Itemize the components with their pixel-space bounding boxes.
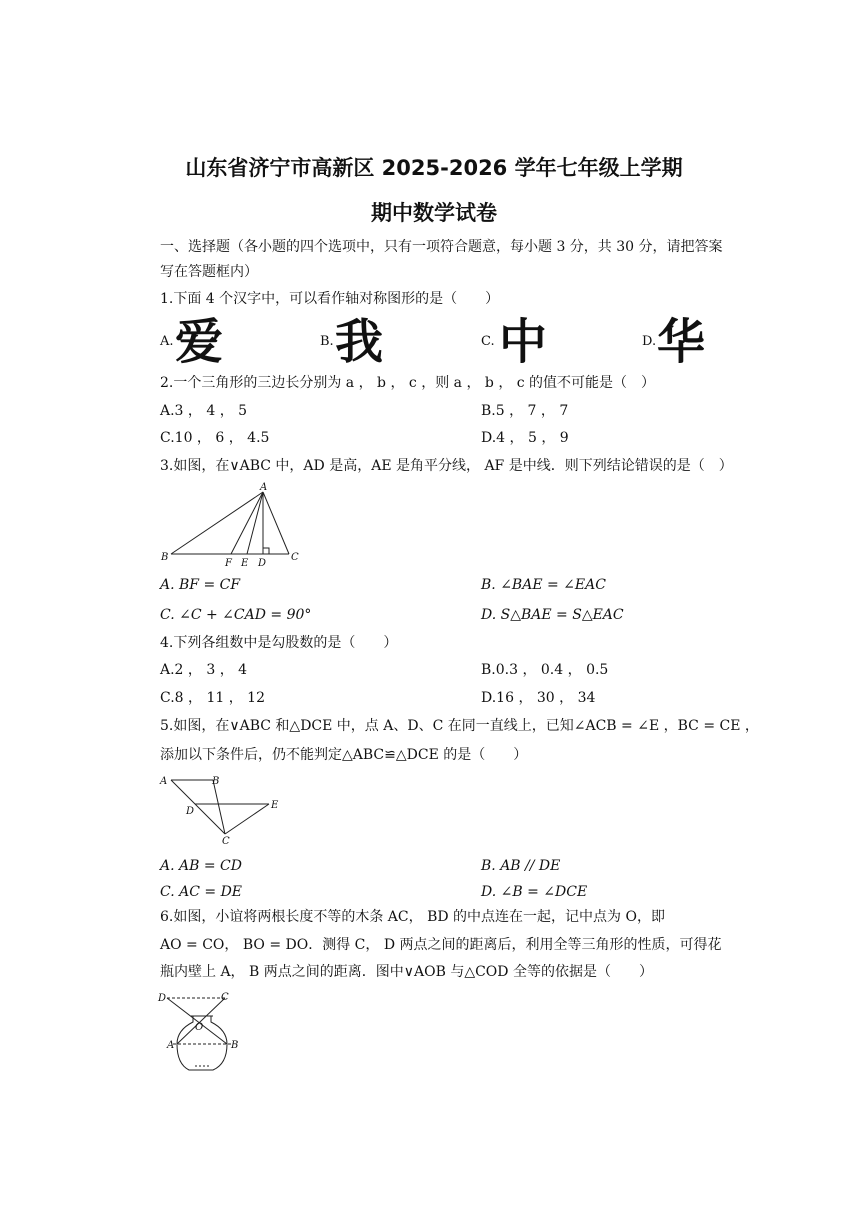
q6-label-c: C: [221, 992, 229, 1003]
q4-option-c: C.8 ， 11 ， 12: [160, 690, 265, 706]
q6-stem-line3: 瓶内壁上 A， B 两点之间的距离．图中∨AOB 与△COD 全等的依据是（ ）: [160, 964, 653, 980]
q1-option-c-label: C.: [481, 334, 495, 349]
exam-title-line2: 期中数学试卷: [371, 201, 497, 225]
q1-option-a-label: A.: [160, 334, 174, 349]
q3-label-b: B: [161, 552, 169, 563]
q5-option-c: C. AC = DE: [160, 884, 243, 900]
q6-label-o: O: [195, 1022, 204, 1033]
section-heading-line1: 一、选择题（各小题的四个选项中，只有一项符合题意，每小题 3 分，共 30 分，请把答案: [160, 239, 723, 255]
q5-stem-line2: 添加以下条件后，仍不能判定△ABC≌△DCE 的是（ ）: [160, 747, 528, 763]
q3-label-e: E: [241, 558, 249, 569]
q2-option-d: D.4 ， 5 ， 9: [481, 430, 569, 446]
q5-label-b: B: [212, 776, 220, 787]
q5-option-b: B. AB // DE: [481, 858, 561, 874]
q6-label-b: B: [231, 1040, 239, 1051]
q2-option-b: B.5 ， 7 ， 7: [481, 403, 569, 419]
q1-option-a-char: 爱: [175, 314, 224, 370]
q1-option-d-char: 华: [657, 314, 706, 370]
q3-option-c: C. ∠C + ∠CAD = 90°: [160, 607, 312, 623]
q6-stem-line2: AO = CO， BO = DO．测得 C， D 两点之间的距离后，利用全等三角形的性质，可得花: [160, 937, 722, 953]
q1-option-b-char: 我: [335, 314, 384, 370]
q4-option-a: A.2 ， 3 ， 4: [160, 662, 248, 678]
q3-option-d: D. S△BAE = S△EAC: [481, 607, 624, 623]
q3-label-d: D: [258, 558, 267, 569]
q4-stem: 4.下列各组数中是勾股数的是（ ）: [160, 635, 398, 651]
q6-vase-figure: [155, 988, 250, 1078]
q6-stem-line1: 6.如图，小谊将两根长度不等的木条 AC， BD 的中点连在一起，记中点为 O，即: [160, 909, 665, 925]
q5-option-d: D. ∠B = ∠DCE: [481, 884, 588, 900]
q4-option-b: B.0.3 ， 0.4 ， 0.5: [481, 662, 609, 678]
q6-label-a: A: [167, 1040, 175, 1051]
q5-stem-line1: 5.如图，在∨ABC 和△DCE 中，点 A、D、C 在同一直线上，已知∠ACB = ∠E ，BC = CE ，: [160, 718, 759, 734]
q5-option-a: A. AB = CD: [160, 858, 242, 874]
q5-label-d: D: [186, 806, 195, 817]
q1-option-b-label: B.: [320, 334, 334, 349]
q5-label-a: A: [160, 776, 168, 787]
q4-option-d: D.16 ， 30 ， 34: [481, 690, 596, 706]
q3-option-b: B. ∠BAE = ∠EAC: [481, 577, 606, 593]
q5-label-c: C: [222, 836, 230, 847]
q3-option-a: A. BF = CF: [160, 577, 241, 593]
q1-stem: 1.下面 4 个汉字中，可以看作轴对称图形的是（ ）: [160, 291, 500, 307]
q3-label-a: A: [260, 482, 268, 493]
section-heading-line2: 写在答题框内）: [160, 264, 258, 280]
q2-option-a: A.3 ， 4 ， 5: [160, 403, 248, 419]
exam-title-line1: 山东省济宁市高新区 2025-2026 学年七年级上学期: [185, 156, 683, 180]
q3-label-f: F: [225, 558, 232, 569]
q5-label-e: E: [271, 800, 279, 811]
q2-stem: 2.一个三角形的三边长分别为 a ， b ， c ，则 a ， b ， c 的值不可能是（ ）: [160, 375, 656, 391]
q3-triangle-figure: [155, 480, 315, 572]
q3-stem: 3.如图，在∨ABC 中，AD 是高，AE 是角平分线， AF 是中线．则下列结论错误的是（ ）: [160, 458, 733, 474]
q3-label-c: C: [291, 552, 299, 563]
q2-option-c: C.10 ， 6 ， 4.5: [160, 430, 270, 446]
q5-triangles-figure: [155, 770, 290, 850]
q1-option-c-char: 中: [499, 314, 548, 370]
q6-label-d: D: [158, 993, 167, 1004]
q1-option-d-label: D.: [642, 334, 657, 349]
